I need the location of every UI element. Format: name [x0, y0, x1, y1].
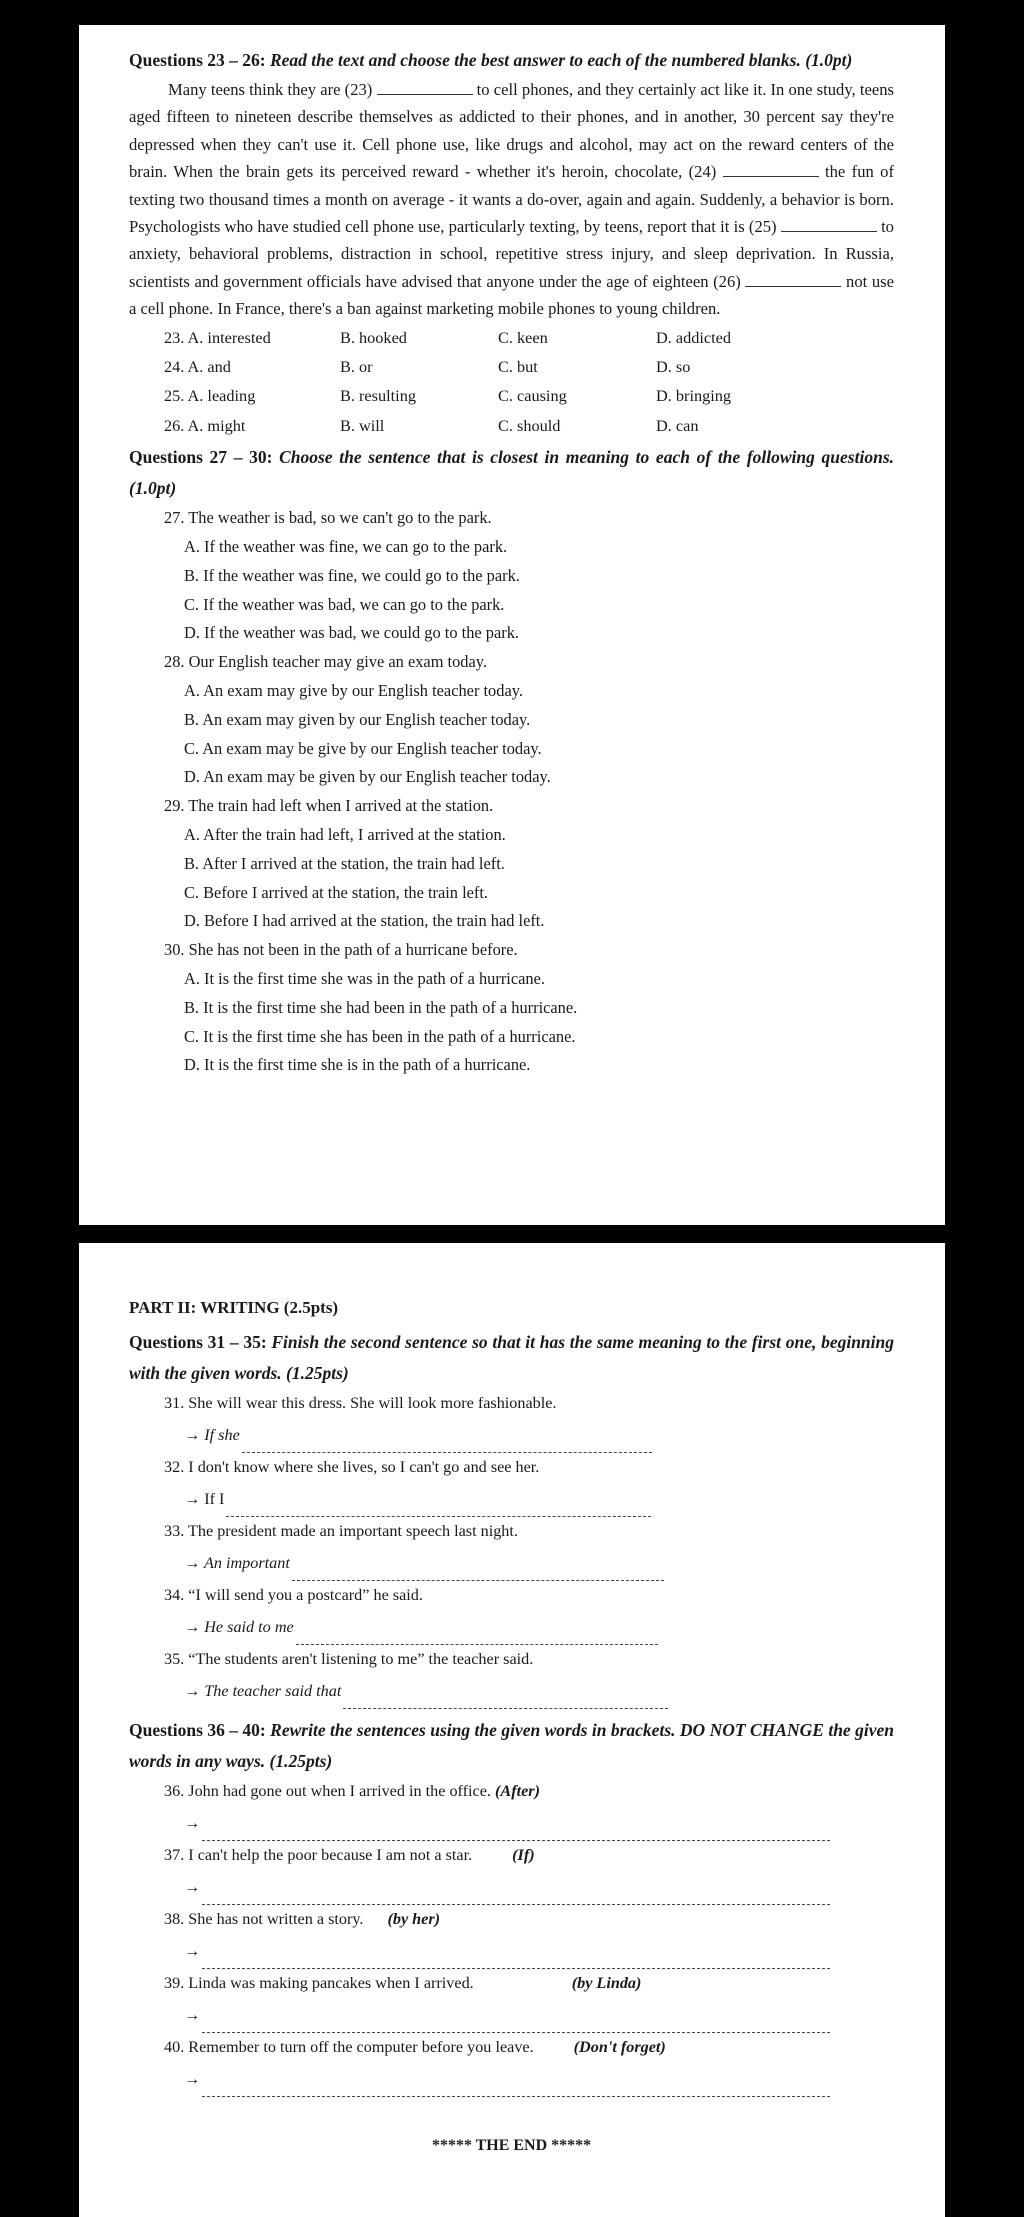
write-line-36[interactable]	[202, 1822, 830, 1841]
question-31: 31. She will wear this dress. She will look more fashionable.	[164, 1394, 557, 1412]
transformation-list	[164, 1389, 894, 1709]
blank-26	[745, 272, 841, 287]
answer-line-37[interactable]	[164, 1869, 894, 1905]
passage-part-3: the fun of texting two thousand times a month on average - it wants a do-over, again and again. Suddenly, a behavior is born. Psychologists who have studied cell phone use, particularly texting, by teens, report that it is (25)	[129, 162, 894, 237]
passage-part-4: to anxiety, behavioral problems, distraction in school, repetitive stress injury, and sleep deprivation. In Russia, scientists and government officials have advised that anyone under the age of eighteen (26)	[129, 217, 894, 291]
answer-29-c: C. Before I arrived at the station, the train left.	[184, 882, 489, 902]
answer-27-d: D. If the weather was bad, we could go to the park.	[184, 623, 519, 643]
option-24-d: D. so	[656, 357, 691, 377]
write-line-40[interactable]	[202, 2078, 830, 2097]
write-line-35[interactable]	[343, 1690, 668, 1709]
answer-line-38[interactable]	[164, 1933, 894, 1969]
question-36-text: 36. John had gone out when I arrived in the office.	[164, 1782, 491, 1800]
option-26-b: B. will	[340, 415, 385, 435]
section-b-heading	[129, 442, 894, 504]
question-40-text: 40. Remember to turn off the computer before you leave.	[164, 2038, 534, 2056]
answer-29-b: B. After I arrived at the station, the train had left.	[184, 853, 505, 873]
option-23-a: 23. A. interested	[164, 327, 271, 347]
write-line-32[interactable]	[226, 1498, 651, 1517]
write-line-38[interactable]	[202, 1950, 830, 1969]
option-26-c: C. should	[498, 415, 561, 435]
blank-23	[377, 80, 473, 95]
option-26-d: D. can	[656, 415, 699, 435]
section-a-heading-prefix: Questions 23 – 26:	[129, 50, 270, 70]
answer-line-33[interactable]	[164, 1545, 894, 1581]
cue-35: → The teacher said that	[184, 1682, 342, 1700]
section-c-heading	[129, 1327, 894, 1389]
passage-part-1: Many teens think they are (23)	[168, 80, 377, 99]
worksheet-page-2	[79, 1243, 945, 2217]
question-28: 28. Our English teacher may give an exam today.	[164, 652, 488, 672]
keyword-37: (If)	[512, 1846, 535, 1864]
question-33: 33. The president made an important speech last night.	[164, 1522, 518, 1540]
cue-32: → If I	[184, 1490, 225, 1508]
passage-part-2: to cell phones, and they certainly act like it. In one study, teens aged fifteen to nineteen describe themselves as addicted to their phones, and in another, 30 percent say they're depressed when they can't use it. Cell phone use, like drugs and alcohol, may act on the reward centers of the brain. When the brain gets its perceived reward - whether it's heroin, chocolate, (24)	[129, 80, 894, 182]
keyword-36: (After)	[495, 1782, 540, 1800]
option-25-a: 25. A. leading	[164, 386, 256, 406]
mcq-list	[164, 504, 894, 1080]
cue-38: →	[184, 1942, 201, 1960]
cue-39: →	[184, 2006, 201, 2024]
write-line-34[interactable]	[296, 1626, 658, 1645]
answer-line-31[interactable]	[164, 1417, 894, 1453]
the-end-marker: ***** THE END *****	[431, 2137, 592, 2154]
keyword-40: (Don't forget)	[573, 2038, 666, 2056]
option-23-d: D. addicted	[656, 327, 732, 347]
section-b-heading-prefix: Questions 27 – 30:	[129, 447, 280, 468]
question-39-text: 39. Linda was making pancakes when I arrived.	[164, 1974, 474, 1992]
question-30: 30. She has not been in the path of a hurricane before.	[164, 940, 518, 960]
option-row-25	[164, 381, 894, 410]
answer-28-b: B. An exam may given by our English teacher today.	[184, 709, 531, 729]
cue-40: →	[184, 2070, 201, 2088]
write-line-37[interactable]	[202, 1886, 830, 1905]
write-line-33[interactable]	[292, 1562, 664, 1581]
answer-27-b: B. If the weather was fine, we could go to the park.	[184, 565, 520, 585]
option-23-c: C. keen	[498, 327, 548, 347]
cue-37: →	[184, 1878, 201, 1896]
option-25-c: C. causing	[498, 386, 567, 406]
section-c-instruction: Finish the second sentence so that it has the same meaning to the first one, beginning with the given words. (1.25pts)	[129, 1332, 895, 1383]
cue-33: → An important	[184, 1554, 290, 1572]
question-27: 27. The weather is bad, so we can't go to the park.	[164, 508, 492, 528]
answer-29-d: D. Before I had arrived at the station, the train had left.	[184, 911, 545, 931]
answer-30-b: B. It is the first time she had been in the path of a hurricane.	[184, 997, 578, 1017]
answer-28-d: D. An exam may be given by our English teacher today.	[184, 767, 551, 787]
write-line-39[interactable]	[202, 2014, 830, 2033]
option-row-26	[164, 411, 894, 440]
answer-28-a: A. An exam may give by our English teacher today.	[184, 681, 523, 701]
answer-30-a: A. It is the first time she was in the path of a hurricane.	[184, 969, 545, 989]
cue-36: →	[184, 1814, 201, 1832]
answer-line-32[interactable]	[164, 1481, 894, 1517]
worksheet-page-1	[79, 25, 945, 1225]
blank-24	[723, 162, 819, 177]
section-d-instruction: Rewrite the sentences using the given words in brackets. DO NOT CHANGE the given words in any ways. (1.25pts)	[129, 1720, 894, 1771]
blank-25	[781, 217, 877, 232]
answer-line-40[interactable]	[164, 2061, 894, 2097]
option-24-c: C. but	[498, 357, 538, 377]
option-23-b: B. hooked	[340, 327, 407, 347]
answer-28-c: C. An exam may be give by our English teacher today.	[184, 738, 542, 758]
question-39	[164, 1969, 894, 1997]
option-25-b: B. resulting	[340, 386, 416, 406]
question-37	[164, 1841, 894, 1869]
option-26-a: 26. A. might	[164, 415, 246, 435]
section-b-instruction: Choose the sentence that is closest in meaning to each of the following questions. (1.0pt)	[129, 447, 895, 499]
answer-27-a: A. If the weather was fine, we can go to the park.	[184, 537, 508, 557]
answer-line-34[interactable]	[164, 1609, 894, 1645]
reading-passage	[129, 76, 894, 323]
question-29: 29. The train had left when I arrived at the station.	[164, 796, 494, 816]
question-32: 32. I don't know where she lives, so I can't go and see her.	[164, 1458, 540, 1476]
cue-34: → He said to me	[184, 1618, 294, 1636]
answer-line-36[interactable]	[164, 1805, 894, 1841]
keyword-39: (by Linda)	[571, 1974, 642, 1992]
answer-line-35[interactable]	[164, 1673, 894, 1709]
answer-30-c: C. It is the first time she has been in the path of a hurricane.	[184, 1026, 576, 1046]
answer-line-39[interactable]	[164, 1997, 894, 2033]
answer-30-d: D. It is the first time she is in the path of a hurricane.	[184, 1055, 531, 1075]
question-35: 35. “The students aren't listening to me” the teacher said.	[164, 1650, 534, 1668]
question-38	[164, 1905, 894, 1933]
section-d-heading	[129, 1715, 894, 1777]
write-line-31[interactable]	[242, 1434, 652, 1453]
option-24-b: B. or	[340, 357, 373, 377]
rewrite-list	[164, 1777, 894, 2097]
keyword-38: (by her)	[387, 1910, 441, 1928]
option-25-d: D. bringing	[656, 386, 732, 406]
answer-27-c: C. If the weather was bad, we can go to the park.	[184, 594, 505, 614]
answer-29-a: A. After the train had left, I arrived at the station.	[184, 825, 506, 845]
section-c-heading-prefix: Questions 31 – 35:	[129, 1332, 272, 1352]
option-row-24	[164, 352, 894, 381]
passage-part-5: not use a cell phone. In France, there's a ban against marketing mobile phones to young children.	[129, 271, 894, 319]
section-d-heading-prefix: Questions 36 – 40:	[129, 1720, 271, 1740]
part-2-title: PART II: WRITING (2.5pts)	[129, 1298, 339, 1317]
option-row-23	[164, 323, 894, 352]
question-38-text: 38. She has not written a story.	[164, 1910, 364, 1928]
options-table	[164, 323, 894, 441]
question-40	[164, 2033, 894, 2061]
section-a-heading	[129, 45, 894, 76]
cue-31: → If she	[184, 1426, 240, 1444]
question-37-text: 37. I can't help the poor because I am not a star.	[164, 1846, 473, 1864]
question-34: 34. “I will send you a postcard” he said.	[164, 1586, 423, 1604]
question-36	[164, 1777, 894, 1805]
option-24-a: 24. A. and	[164, 357, 231, 377]
section-a-instruction: Read the text and choose the best answer to each of the numbered blanks. (1.0pt)	[269, 50, 853, 70]
